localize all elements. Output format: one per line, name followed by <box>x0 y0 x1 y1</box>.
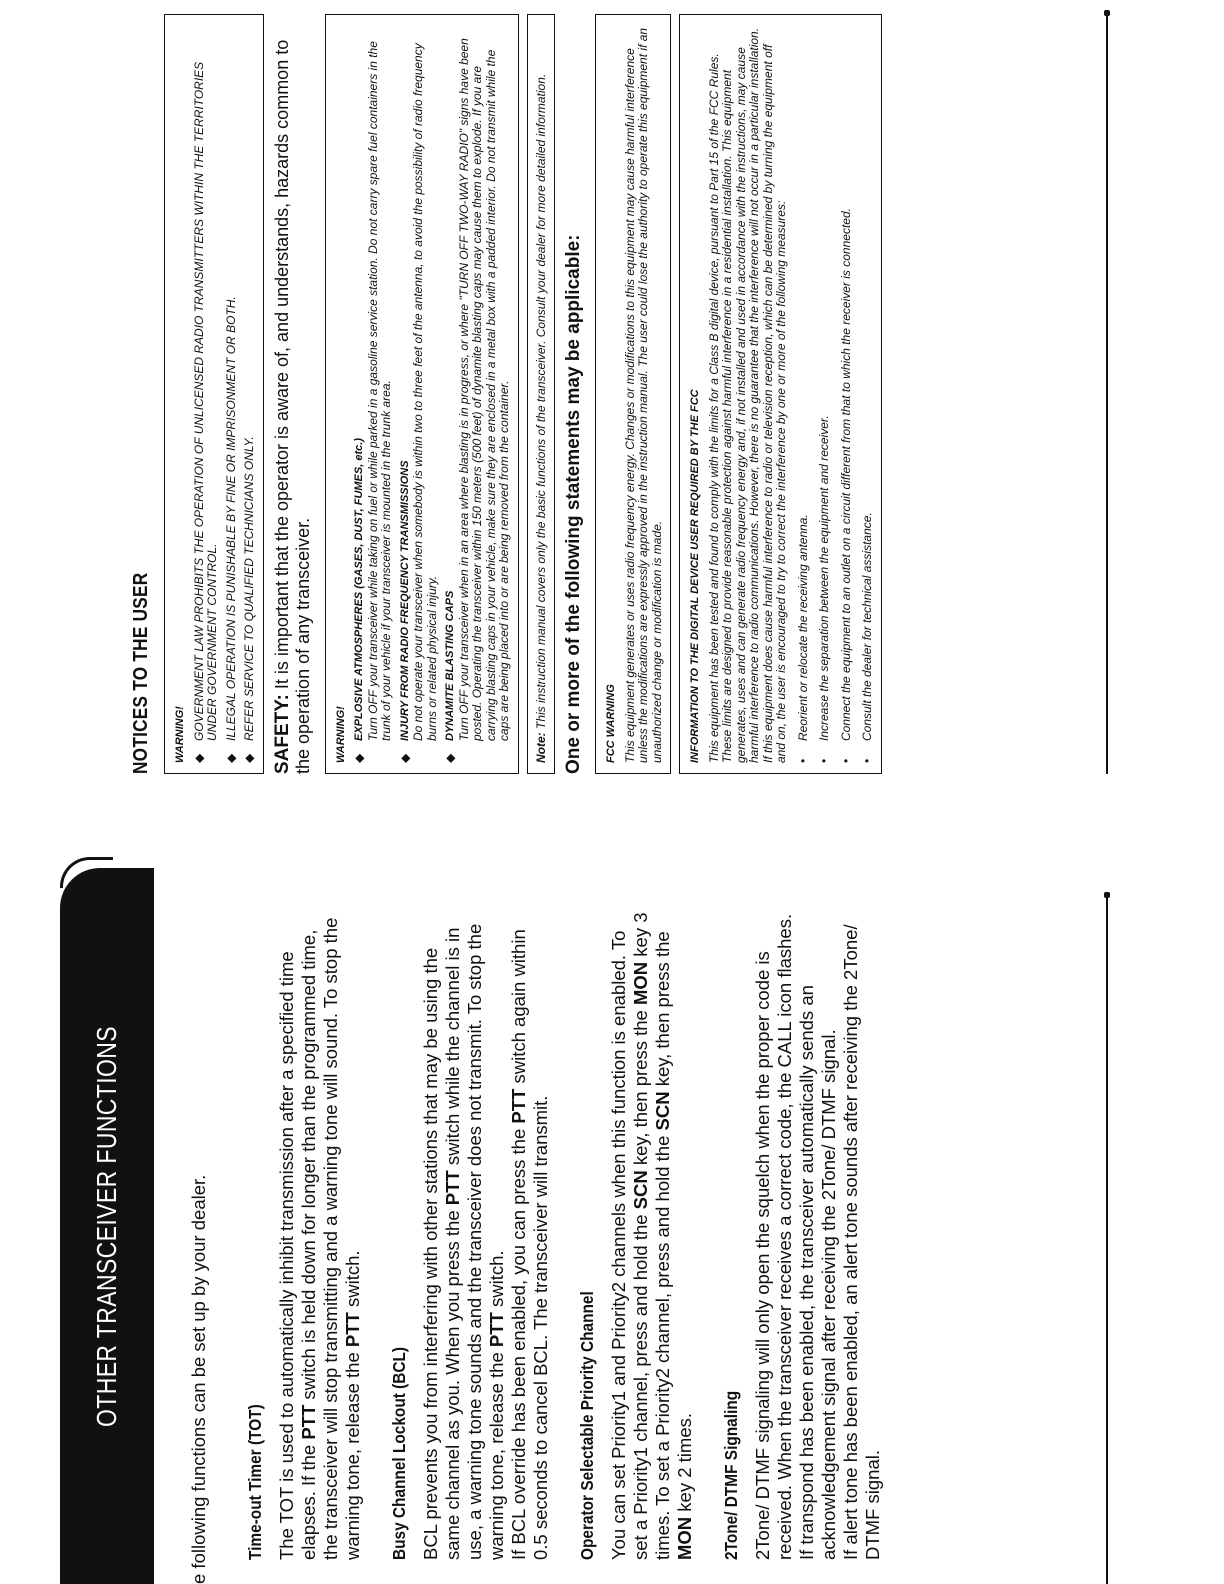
title-bar-corner-curve <box>60 857 113 888</box>
note-text <box>535 25 549 763</box>
function-paragraph: The TOT is used to automatically inhibit transmission after a specified time elapses. If the PTT switch is held down for longer than the programmed time, the transceiver will stop transmitting and a warning tone will sound. To stop the warning tone, release the PTT switch. <box>276 917 363 1560</box>
fcc-measure-item <box>861 25 875 763</box>
keyword-mon: MON <box>674 1516 695 1560</box>
warning-item-text: REFER SERVICE TO QUALIFIED TECHNICIANS ONLY. <box>242 436 256 741</box>
hazard-title: INJURY FROM RADIO FREQUENCY TRANSMISSIONS <box>398 460 411 741</box>
function-heading: Operator Selectable Priority Channel <box>577 1291 597 1560</box>
fcc-measures-list <box>797 25 875 763</box>
warning-item <box>225 25 239 763</box>
warning-item <box>193 25 220 763</box>
keyword-ptt: PTT <box>342 1312 363 1348</box>
fcc-measure-text: Increase the separation between the equipment and receiver. <box>817 415 831 741</box>
hazard-title: DYNAMITE BLASTING CAPS <box>444 590 456 741</box>
function-section <box>388 904 552 1584</box>
hazard-item <box>444 25 512 763</box>
warning-box <box>164 14 264 774</box>
function-paragraph: If alert tone has been enabled, an alert tone sounds after receiving the 2Tone/ DTMF signal. <box>840 924 883 1560</box>
diamond-bullet-icon: ◆ <box>191 753 206 763</box>
hazard-item <box>399 25 440 763</box>
notices-content <box>164 14 890 774</box>
keyword-ptt: PTT <box>298 1404 319 1440</box>
note-label: Note: <box>533 732 548 763</box>
warning-list <box>193 25 257 763</box>
fcc-info-text: This equipment has been tested and found to comply with the limits for a Class B digital device, pursuant to Part 15 of the FCC Rules. These limits are designed to provide reasonable protection against harmful interference in a residential installation. This equipment generates, uses and can generate radio frequency energy and, if not installed and used in accordance with the instructions, may cause harmful interference to radio communications. However, there is no guarantee that the interference will not occur in a particular installation. If this equipment does cause harmful interference to radio or television reception, which can be determined by turning the equipment off and on, the user is encouraged to try to correct the interference by one or more of the following measures: <box>706 27 788 763</box>
note-body: This instruction manual covers only the basic functions of the transceiver. Consult your dealer for more detailed information. <box>533 73 548 733</box>
keyword-ptt: PTT <box>486 1312 507 1348</box>
footer-rule-right-cap <box>1104 10 1110 16</box>
hazard-list <box>353 25 512 763</box>
fcc-measure-item <box>797 25 811 763</box>
hazard-text: Turn OFF your transceiver when in an area where blasting is in progress, or where "TURN OFF TWO-WAY RADIO" signs have been posted. Operating the transceiver within 150 meters (500 feet) of dynamite blasting caps may cause them to explode. If you are carrying blasting caps in your vehicle, make sure they are enclosed in a metal box with a padded interior. Do not transmit while the caps are being placed into or are being removed from the container. <box>456 38 511 741</box>
warning-item <box>243 25 257 763</box>
diamond-bullet-icon: ◆ <box>443 753 457 763</box>
fcc-warning-box <box>595 14 671 774</box>
function-paragraph: If BCL override has been enabled, you can press the PTT switch again within 0.5 seconds to cancel BCL. The transceiver will transmit. <box>508 929 551 1560</box>
fcc-warning-text: This equipment generates or uses radio frequency energy. Changes or modifications to this equipment may cause harmful interference unless the modifications are expressly approved in the instruction manual. The user could lose the authority to operate this equipment if an unauthorized change or modification is made. <box>622 27 664 763</box>
applicable-heading: One or more of the following statements may be applicable: <box>563 234 584 774</box>
function-sections <box>244 904 884 1584</box>
function-heading: Busy Channel Lockout (BCL) <box>389 1346 409 1560</box>
warning-item-text: GOVERNMENT LAW PROHIBITS THE OPERATION OF UNLICENSED RADIO TRANSMITTERS WITHIN THE TERRITORIES UNDER GOVERNMENT CONTROL. <box>191 61 219 741</box>
fcc-measure-text: Connect the equipment to an outlet on a circuit different from that to which the receiver is connected. <box>838 208 853 741</box>
function-paragraph: If transpond has been enabled, the transceiver automatically sends an acknowledgement signal after receiving the 2Tone/ DTMF signal. <box>796 985 839 1560</box>
hazard-box <box>325 14 519 774</box>
function-paragraph: You can set Priority1 and Priority2 channels when this function is enabled. To set a Priority1 channel, press and hold the SCN key, then press the MON key 3 times. To set a Priority2 channel, press and hold the SCN key, then press the MON key 2 times. <box>608 912 695 1560</box>
round-bullet-icon: • <box>838 758 853 763</box>
round-bullet-icon: • <box>795 758 810 763</box>
round-bullet-icon: • <box>860 758 874 763</box>
keyword-mon: MON <box>630 961 651 1006</box>
keyword-scn: SCN <box>630 1170 651 1210</box>
diamond-bullet-icon: ◆ <box>352 753 366 763</box>
function-heading: Time-out Timer (TOT) <box>245 1404 265 1560</box>
hazard-item <box>353 25 394 763</box>
keyword-scn: SCN <box>652 1091 673 1131</box>
right-page <box>0 0 1224 774</box>
note-box <box>527 14 556 774</box>
left-page <box>0 794 1224 1584</box>
hazard-text: Do not operate your transceiver when somebody is within two to three feet of the antenna, to avoid the possibility of radio frequency burns or related physical injury. <box>411 43 439 741</box>
fcc-measure-text: Consult the dealer for technical assistance. <box>860 512 874 741</box>
functions-content <box>188 904 908 1584</box>
hazard-title: EXPLOSIVE ATMOSPHERES (GASES, DUST, FUMES, etc.) <box>353 438 365 741</box>
function-section <box>576 904 696 1584</box>
section-title-bar <box>60 868 154 1584</box>
keyword-ptt: PTT <box>442 1170 463 1206</box>
footer-rule-right <box>1106 12 1108 774</box>
footer-rule-left-cap <box>1104 892 1110 898</box>
function-section <box>720 904 884 1584</box>
fcc-measure-item <box>840 25 854 763</box>
fcc-warning-heading: FCC WARNING <box>605 684 617 763</box>
round-bullet-icon: • <box>817 758 831 763</box>
fcc-measure-text: Reorient or relocate the receiving antenna. <box>795 514 810 741</box>
hazard-text: Turn OFF your transceiver while taking on fuel or while parked in a gasoline service station. Do not carry spare fuel containers in the trunk of your vehicle if your transceiver is mounted in the trunk area. <box>365 41 393 741</box>
keyword-ptt: PTT <box>508 1088 529 1124</box>
function-paragraph: BCL prevents you from interfering with other stations that may be using the same channel as you. When you press the PTT switch while the channel is in use, a warning tone sounds and the transceiver does not transmit. To stop the warning tone, release the PTT switch. <box>420 923 507 1560</box>
safety-label: SAFETY: <box>271 694 293 774</box>
section-title: OTHER TRANSCEIVER FUNCTIONS <box>91 1025 122 1427</box>
diamond-bullet-icon: ◆ <box>242 753 256 763</box>
warning-heading: WARNING! <box>174 706 186 763</box>
footer-rule-left <box>1106 894 1108 1584</box>
safety-statement <box>272 14 313 774</box>
notices-title: NOTICES TO THE USER <box>130 572 152 774</box>
fcc-measure-item <box>818 25 832 763</box>
fcc-info-heading: INFORMATION TO THE DIGITAL DEVICE USER REQUIRED BY THE FCC <box>689 389 701 763</box>
diamond-bullet-icon: ◆ <box>223 753 238 763</box>
fcc-info-box <box>679 14 882 774</box>
diamond-bullet-icon: ◆ <box>397 753 412 763</box>
safety-text: It is important that the operator is aware of, and understands, hazards common to the operation of any transceiver. <box>271 39 313 774</box>
function-section <box>244 904 364 1584</box>
hazard-heading: WARNING! <box>334 706 347 763</box>
warning-item-text: ILLEGAL OPERATION IS PUNISHABLE BY FINE OR IMPRISONMENT OR BOTH. <box>223 296 238 741</box>
intro-text: e following functions can be set up by your dealer. <box>188 1174 209 1584</box>
function-paragraph: 2Tone/ DTMF signaling will only open the squelch when the proper code is received. When the transceiver receives a correct code, the CALL icon flashes. <box>752 913 795 1560</box>
function-heading: 2Tone/ DTMF Signaling <box>721 1390 741 1560</box>
